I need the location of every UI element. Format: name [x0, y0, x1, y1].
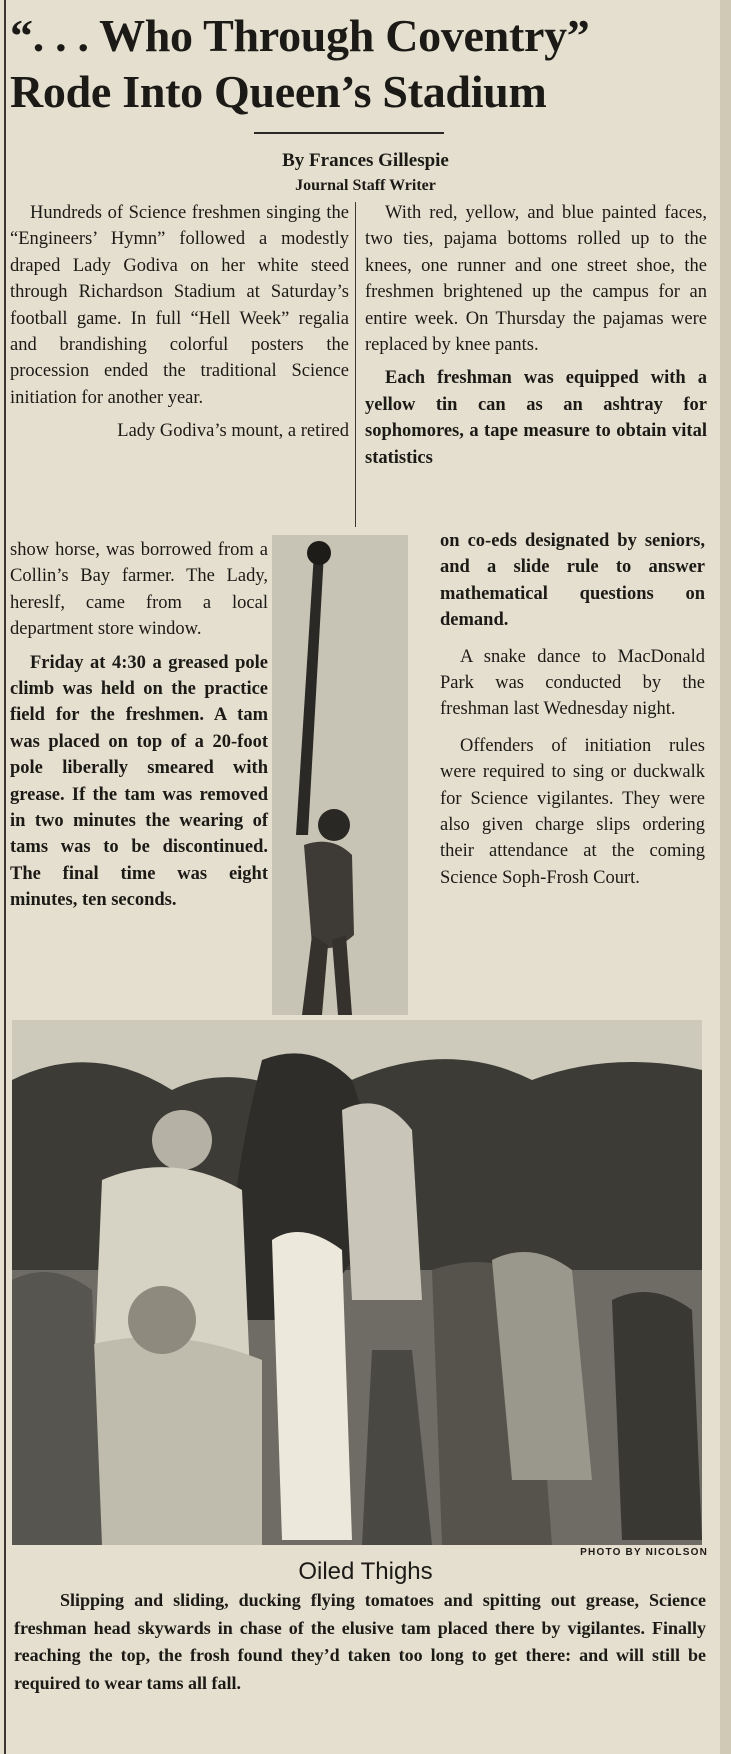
column-divider	[355, 202, 356, 527]
headline-divider	[254, 132, 444, 134]
article-inset-left	[10, 537, 268, 921]
caption-text: Slipping and sliding, ducking flying tomatoes and spitting out grease, Science freshman head skywards in chase of the elusive tam placed there by vigilantes. Finally reaching the top, the frosh found they’d taken too long to get there: and will still be required to wear tams all fall.	[14, 1590, 706, 1693]
article-column-1	[10, 200, 349, 452]
headline-line-2: Rode Into Queen’s Stadium	[10, 66, 547, 117]
headline-line-1: “. . . Who Through Coventry”	[10, 10, 590, 61]
paragraph: Offenders of initiation rules were required to sing or duckwalk for Science vigilantes. They were also given charge slips ordering their attendance at the coming Science Soph-Frosh Court.	[440, 735, 705, 888]
caption-title: Oiled Thighs	[298, 1558, 433, 1585]
headline	[10, 8, 715, 120]
column-rule	[4, 0, 6, 1754]
paragraph: show horse, was borrowed from a Collin’s Bay farmer. The Lady, hereslf, came from a local department store window.	[10, 540, 268, 640]
page-edge	[720, 0, 731, 1754]
greased-pole-photo	[272, 535, 408, 1015]
article-column-2	[365, 200, 707, 478]
paragraph: With red, yellow, and blue painted faces, two ties, pajama bottoms rolled up to the knees, one runner and one street shoe, the freshmen brightened up the campus for an entire week. On Thursday the pajamas were replaced by knee pants.	[365, 203, 707, 356]
paragraph: A snake dance to MacDonald Park was conducted by the freshman last Wednesday night.	[440, 646, 705, 720]
paragraph: Each freshman was equipped with a yellow tin can as an ashtray for sophomores, a tape measure to obtain vital statistics	[365, 368, 707, 468]
paragraph: Hundreds of Science freshmen singing the “Engineers’ Hymn” followed a modestly draped Lady Godiva on her white steed through Richardson Stadium at Saturday’s football game. In full “Hell Week” regalia and brandishing colorful posters the procession ended the traditional Science initiation for another year.	[10, 203, 349, 408]
article-inset-right	[440, 528, 705, 901]
photo-credit: PHOTO BY NICOLSON	[580, 1547, 708, 1558]
caption-body	[14, 1587, 706, 1697]
paragraph: on co-eds designated by seniors, and a slide rule to answer mathematical questions on demand.	[440, 531, 705, 631]
staff-title: Journal Staff Writer	[295, 177, 436, 194]
pole-climber-image	[272, 535, 408, 1015]
paragraph: Lady Godiva’s mount, a retired	[117, 421, 349, 442]
paragraph: Friday at 4:30 a greased pole climb was held on the practice field for the freshmen. A tam was placed on top of a 20-foot pole liberally smeared with grease. If the tam was removed in two minutes the wearing of tams was to be discontinued. The final time was eight minutes, ten seconds.	[10, 652, 268, 911]
crowd-photo	[12, 1020, 702, 1545]
crowd-around-pole-image	[12, 1020, 702, 1545]
byline: By Frances Gillespie	[282, 150, 449, 171]
